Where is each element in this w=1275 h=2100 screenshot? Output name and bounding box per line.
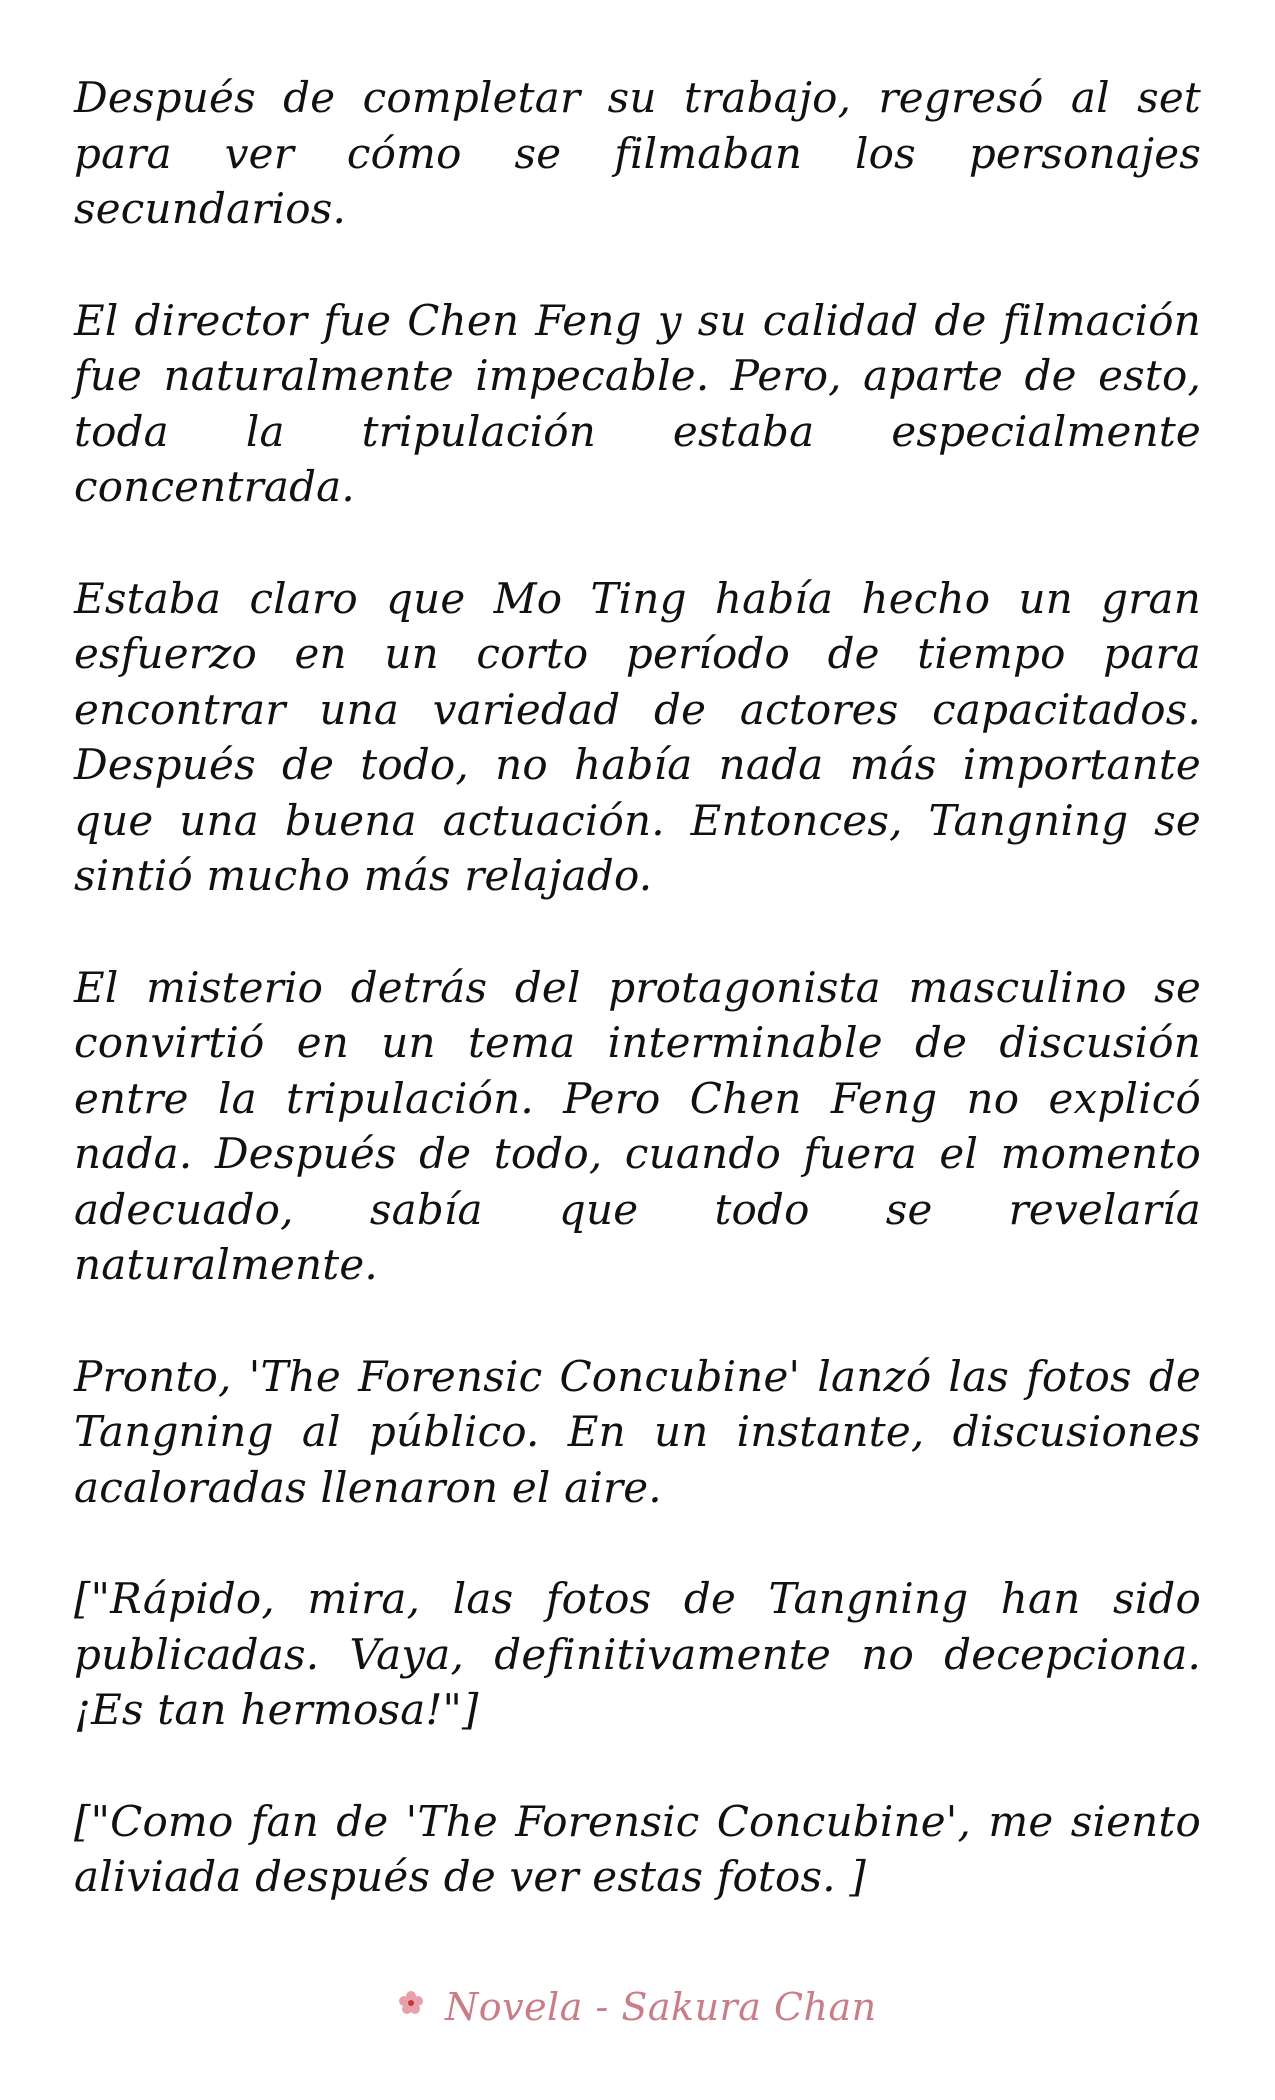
sakura-flower-icon [398, 1990, 424, 2016]
paragraph-3: Estaba claro que Mo Ting había hecho un gran esfuerzo en un corto período de tiempo para encontrar una variedad de actores capacitados. Después de todo, no había nada más importante que una buena actuación. Entonces, Tangning se sintió mucho más relajado. [74, 573, 1201, 900]
paragraph-5: Pronto, 'The Forensic Concubine' lanzó las fotos de Tangning al público. En un instante, discusiones acaloradas llenaron el aire. [74, 1351, 1201, 1512]
document-body [74, 70, 1201, 1961]
paragraph-1: Después de completar su trabajo, regresó al set para ver cómo se filmaban los personajes secundarios. [74, 73, 1201, 233]
watermark [0, 1985, 1275, 2029]
paragraph-7: ["Como fan de 'The Forensic Concubine', me siento aliviada después de ver estas fotos. ] [74, 1796, 1201, 1901]
paragraph-2: El director fue Chen Feng y su calidad de filmación fue naturalmente impecable. Pero, aparte de esto, toda la tripulación estaba especialmente concentrada. [74, 295, 1201, 511]
watermark-text: Novela - Sakura Chan [444, 1985, 877, 2029]
paragraph-4: El misterio detrás del protagonista masculino se convirtió en un tema interminable de discusión entre la tripulación. Pero Chen Feng no explicó nada. Después de todo, cuando fuera el momento adecuado, sabía que todo se revelaría naturalmente. [74, 962, 1201, 1289]
paragraph-6: ["Rápido, mira, las fotos de Tangning han sido publicadas. Vaya, definitivamente no decepciona. ¡Es tan hermosa!"] [74, 1574, 1201, 1734]
